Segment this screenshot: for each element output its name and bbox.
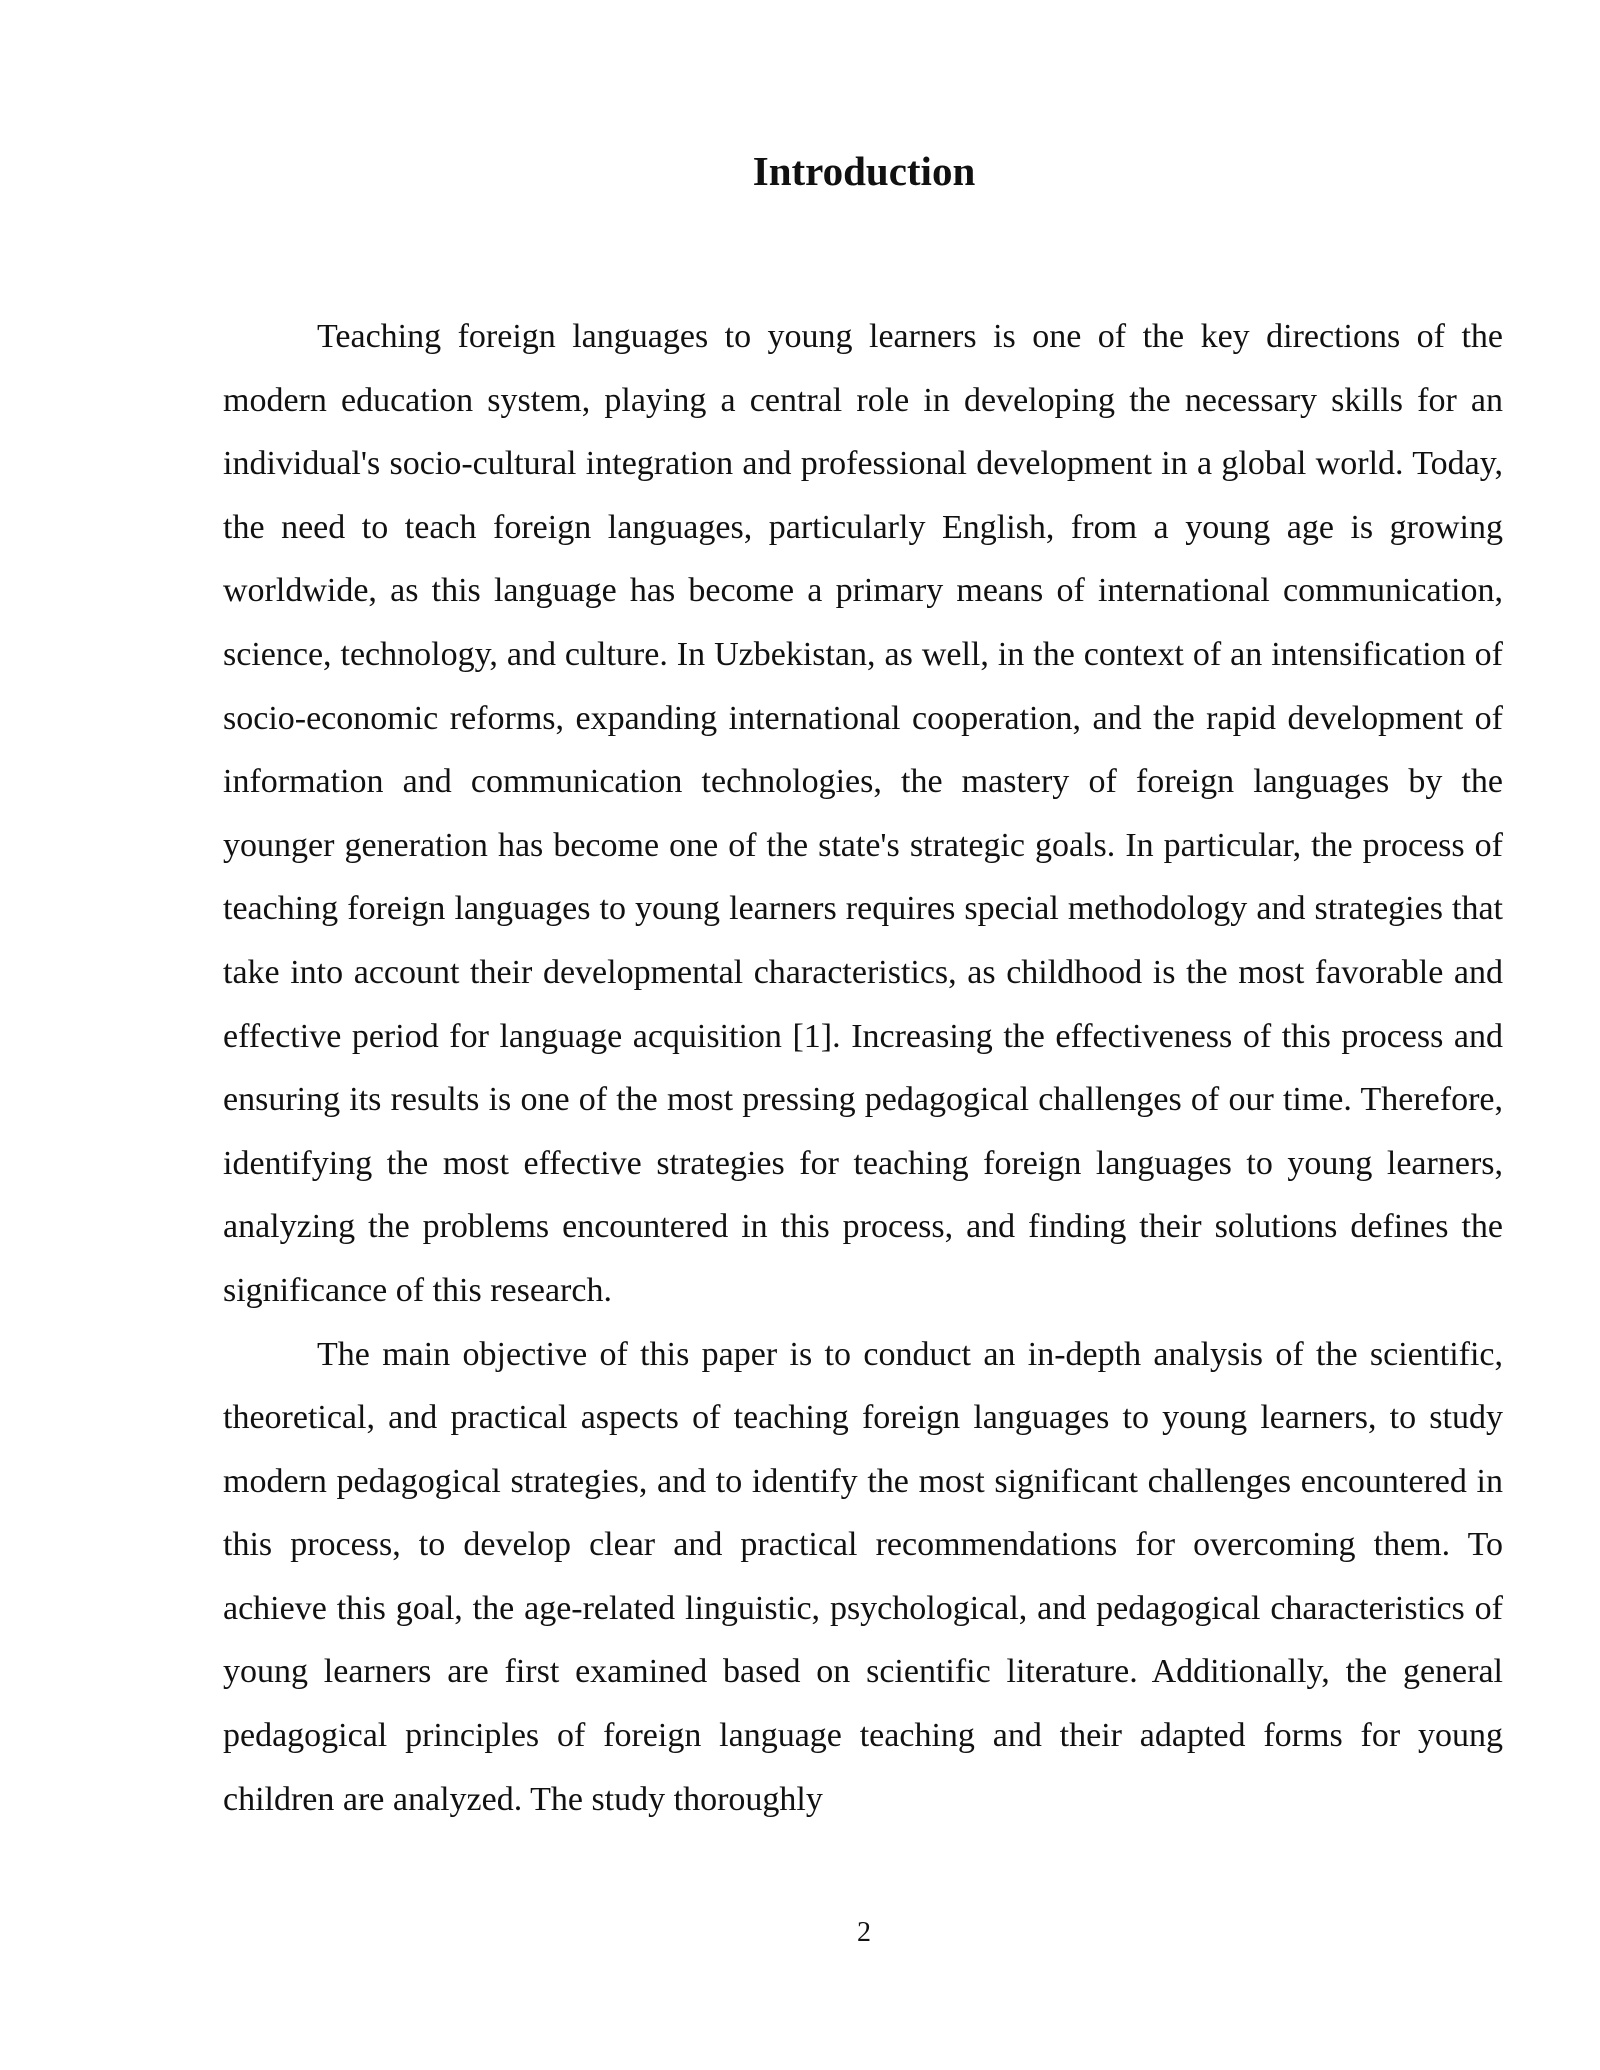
page-title: Introduction xyxy=(752,148,976,194)
page-number: 2 xyxy=(857,1917,871,1948)
paragraph: The main objective of this paper is to conduct an in-depth analysis of the scientific, theoretical, and practical aspects of teaching foreign languages to young learners, to study modern pedagogical strategies, and to identify the most significant challenges encountered in this process, to develop clear and practical recommendations for overcoming them. To achieve this goal, the age-related linguistic, psychological, and pedagogical characteristics of young learners are first examined based on scientific literature. Additionally, the general pedagogical principles of foreign language teaching and their adapted forms for young children are analyzed. The study thoroughly xyxy=(223,1335,1503,1818)
paragraph: Teaching foreign languages to young learners is one of the key directions of the modern education system, playing a central role in developing the necessary skills for an individual's socio-cultural integration and professional development in a global world. Today, the need to teach foreign languages, particularly English, from a young age is growing worldwide, as this language has become a primary means of international communication, science, technology, and culture. In Uzbekistan, as well, in the context of an intensification of socio-economic reforms, expanding international cooperation, and the rapid development of information and communication technologies, the mastery of foreign languages by the younger generation has become one of the state's strategic goals. In particular, the process of teaching foreign languages to young learners requires special methodology and strategies that take into account their developmental characteristics, as childhood is the most favorable and effective period for language acquisition [1]. Increasing the effectiveness of this process and ensuring its results is one of the most pressing pedagogical challenges of our time. Therefore, identifying the most effective strategies for teaching foreign languages to young learners, analyzing the problems encountered in this process, and finding their solutions defines the significance of this research. xyxy=(223,318,1503,1309)
body-text xyxy=(223,305,1503,1831)
